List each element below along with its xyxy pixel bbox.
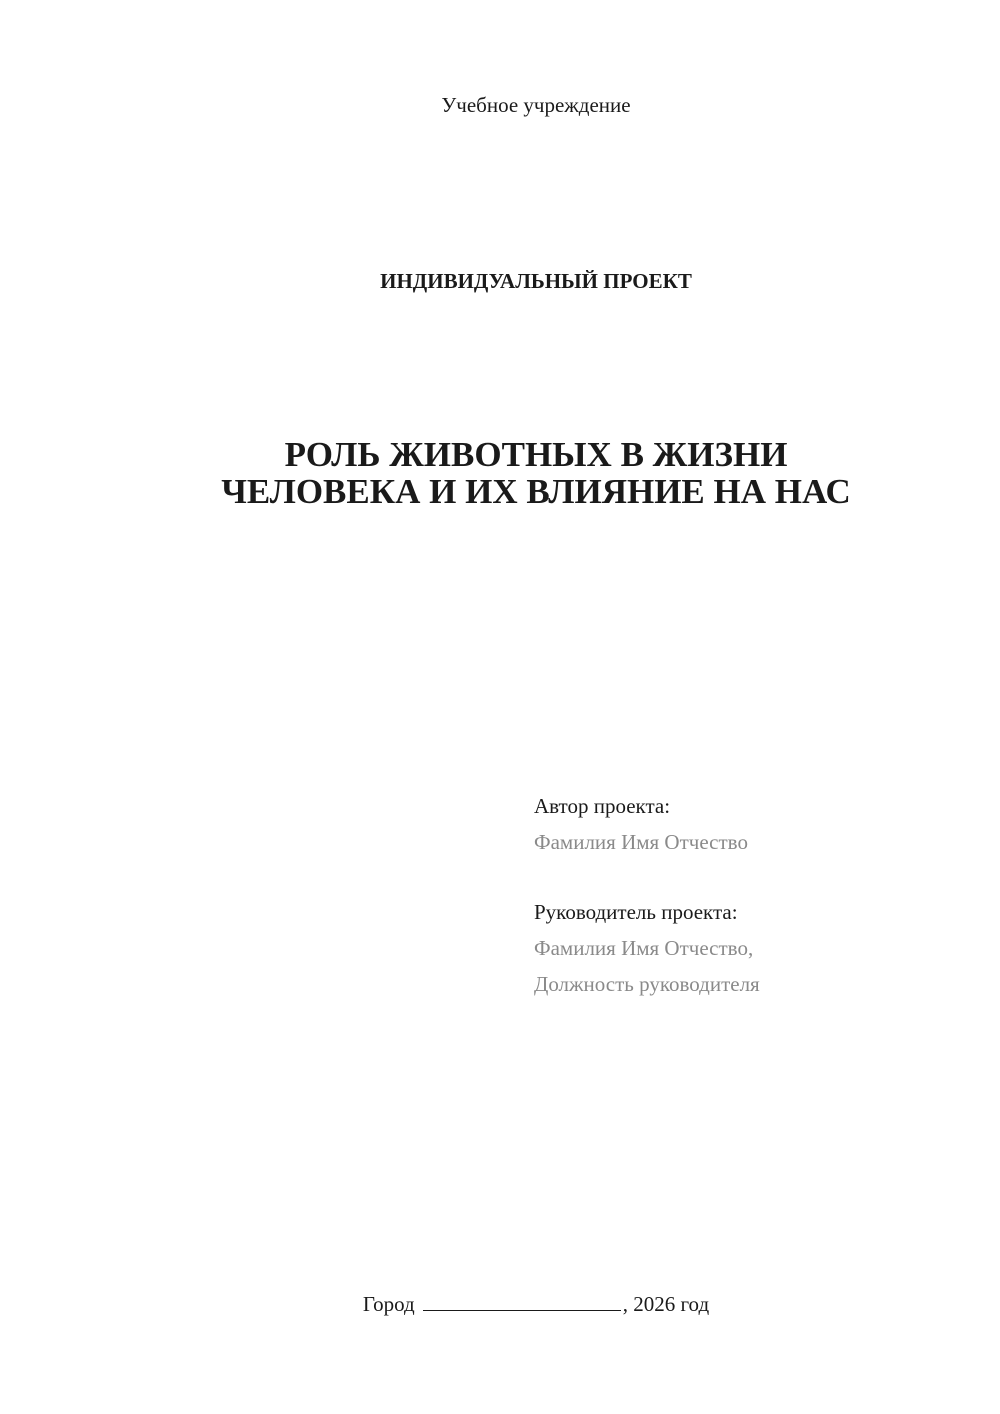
author-name: Фамилия Имя Отчество [534,830,748,854]
supervisor-name: Фамилия Имя Отчество, [534,936,754,960]
city-blank-line [423,1290,621,1311]
title-line-2: ЧЕЛОВЕКА И ИХ ВЛИЯНИЕ НА НАС [221,472,851,511]
city-year-footer [0,1290,1000,1318]
supervisor-label: Руководитель проекта: [534,900,738,924]
author-label: Автор проекта: [534,794,671,818]
spacer [534,860,974,894]
supervisor-position: Должность руководителя [534,972,760,996]
title-line-1: РОЛЬ ЖИВОТНЫХ В ЖИЗНИ [284,435,788,474]
institution-name: Учебное учреждение [441,93,631,117]
project-type-heading: ИНДИВИДУАЛЬНЫЙ ПРОЕКТ [380,269,692,293]
city-label: Город [362,1292,415,1316]
project-title [0,436,1000,510]
project-info [534,788,974,1002]
year-text: , 2026 год [622,1292,710,1316]
